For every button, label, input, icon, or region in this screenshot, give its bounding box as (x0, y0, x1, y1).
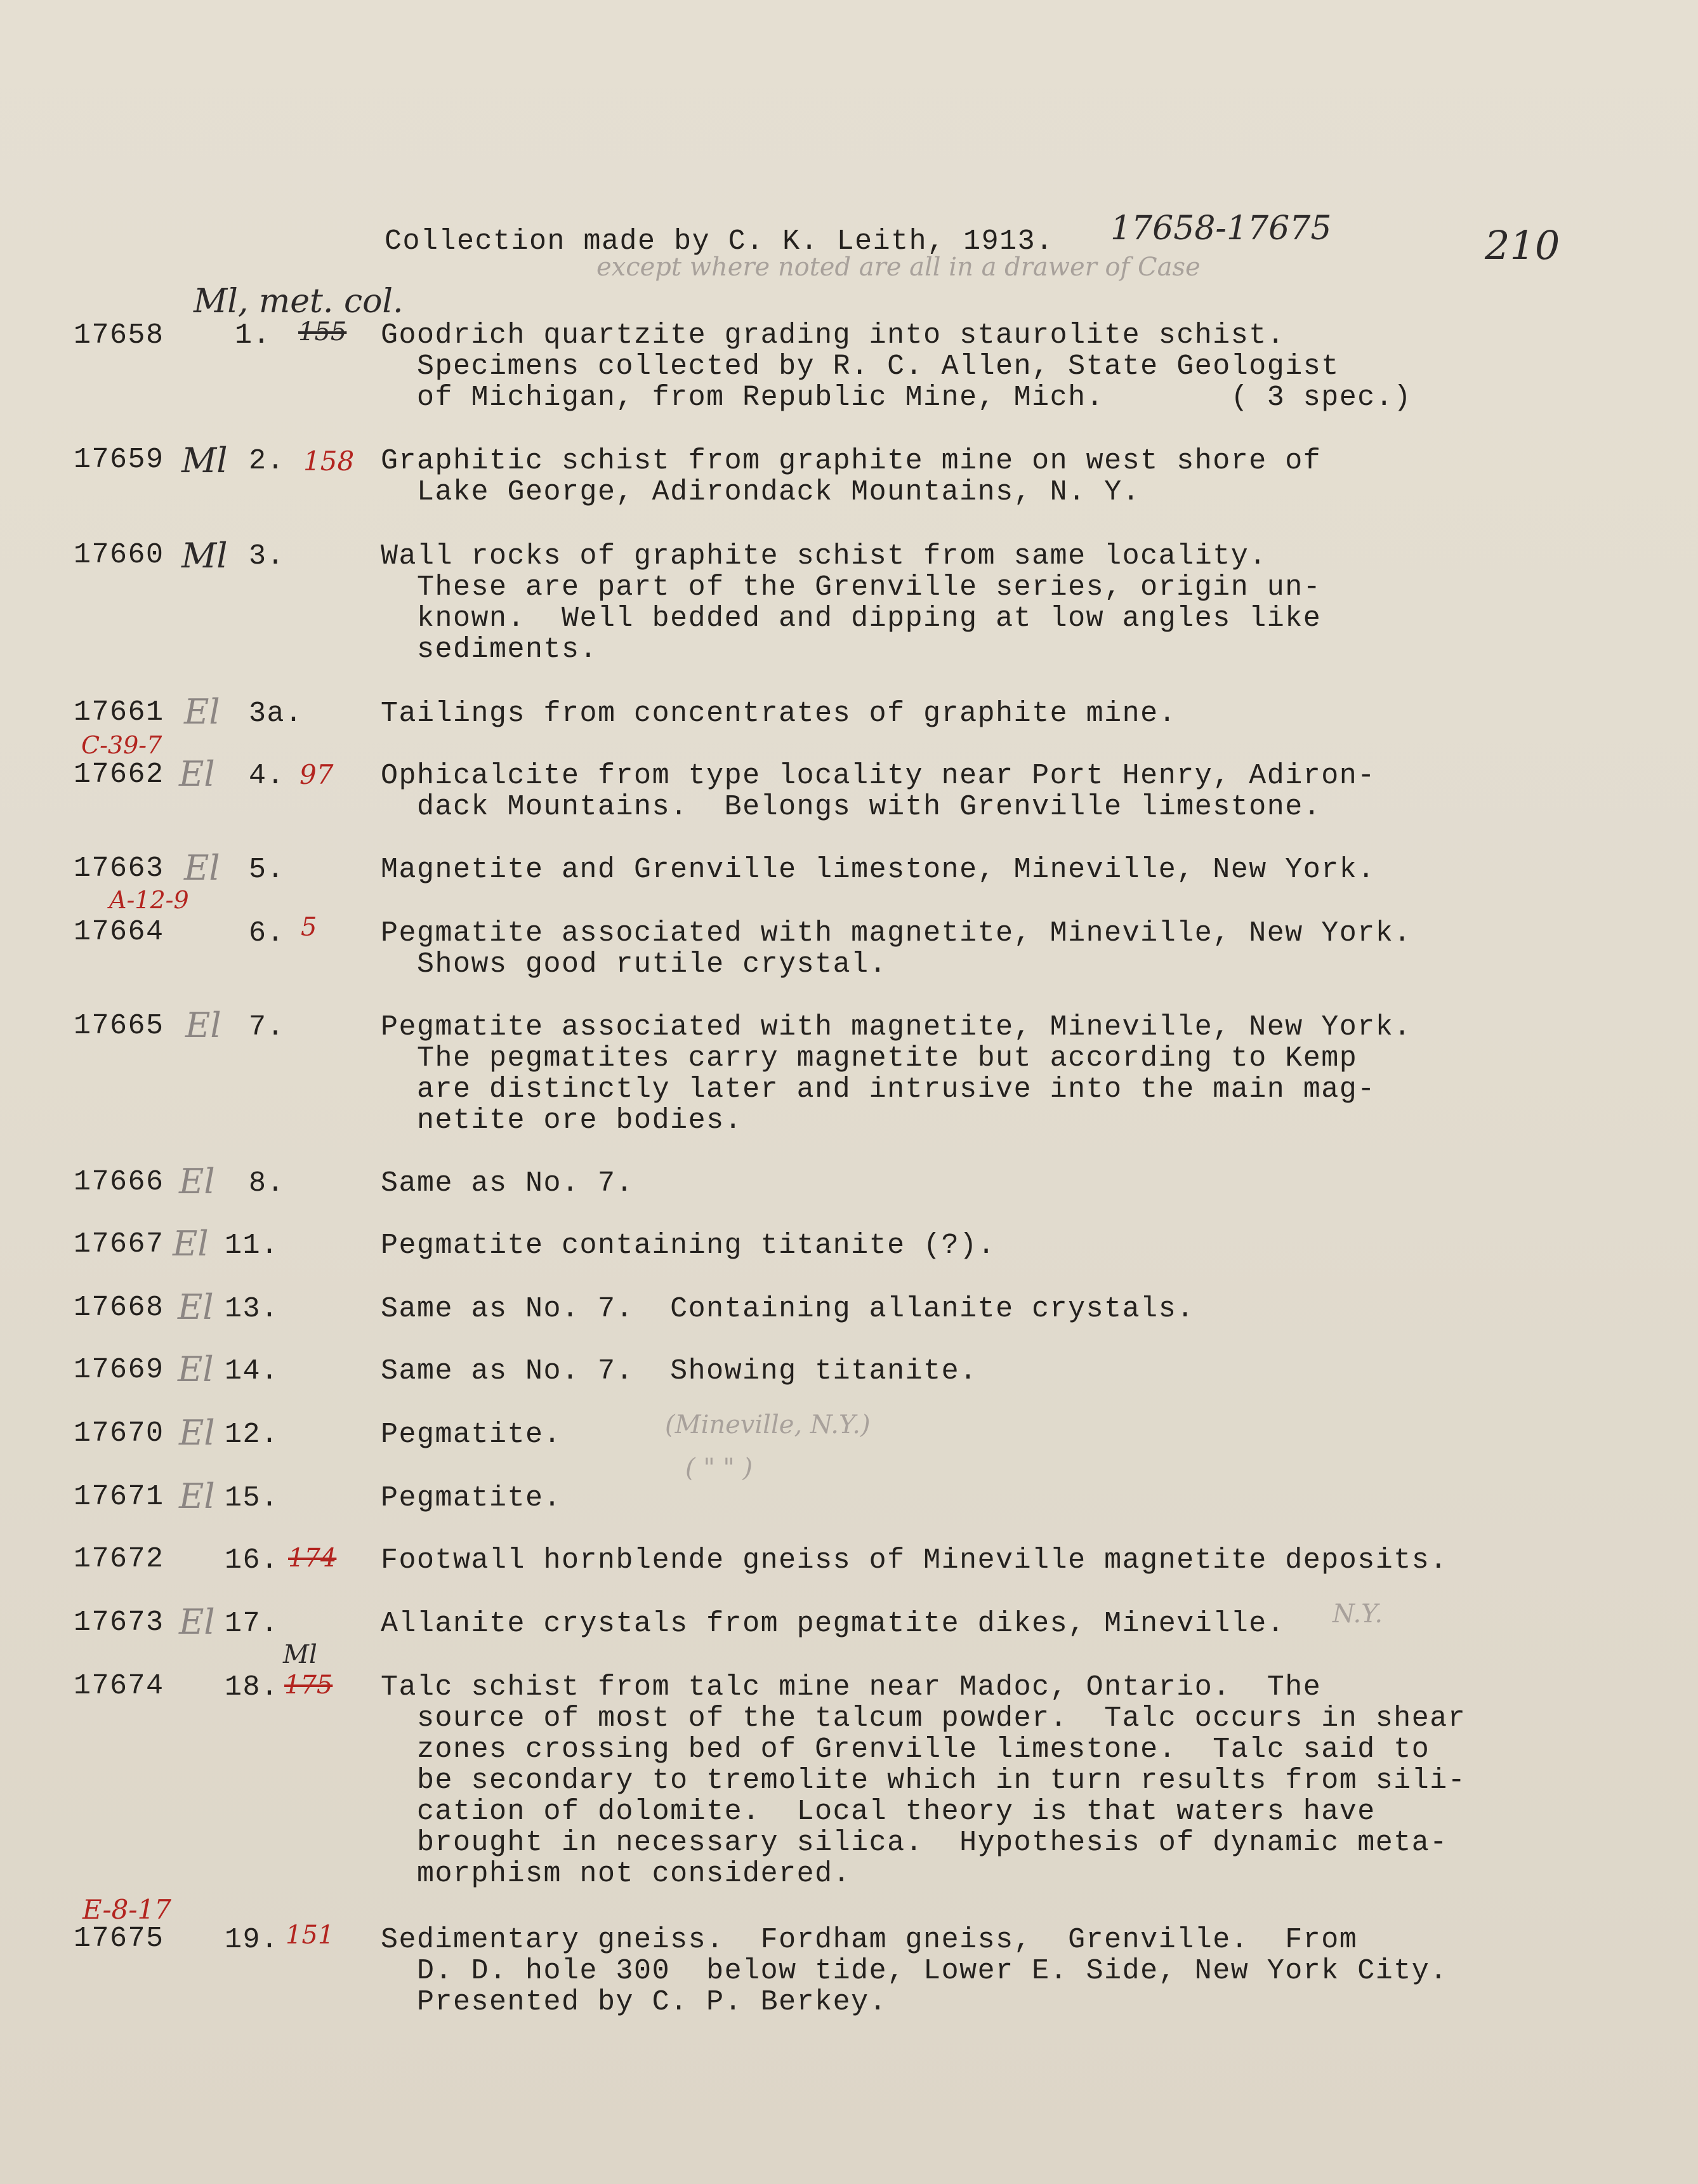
accession-number: 17658 (74, 319, 164, 352)
accession-number: 17673 (74, 1606, 164, 1639)
entry-line: Sedimentary gneiss. Fordham gneiss, Grenville. From (381, 1924, 1358, 1956)
location-mark: El (179, 1413, 215, 1453)
accession-number: 17663 (74, 852, 164, 885)
specimen-number: 14. (225, 1355, 279, 1387)
entry-line: dack Mountains. Belongs with Grenville limestone. (381, 791, 1322, 823)
catalog-ref: 5 (301, 913, 317, 942)
page-number: 210 (1485, 222, 1560, 268)
collection-title: Collection made by C. K. Leith, 1913. (385, 225, 1054, 258)
entry-line: are distinctly later and intrusive into the main mag- (381, 1073, 1376, 1106)
accession-number: 17662 (74, 758, 164, 791)
accession-number: 17672 (74, 1543, 164, 1575)
specimen-number: 12. (225, 1419, 279, 1451)
accession-number: 17666 (74, 1166, 164, 1198)
location-mark: Ml (181, 440, 228, 480)
specimen-number: 11. (225, 1229, 279, 1262)
location-mark: Ml (283, 1640, 317, 1669)
location-mark: El (179, 1602, 215, 1642)
entry-line: Same as No. 7. (381, 1167, 635, 1200)
entry-line: The pegmatites carry magnetite but according to Kemp (381, 1042, 1358, 1075)
location-mark: El (184, 848, 220, 888)
accession-number: 17670 (74, 1417, 164, 1450)
location-mark: Ml, met. col. (194, 282, 404, 321)
catalog-ref: 97 (299, 759, 334, 790)
entry-line: Talc schist from talc mine near Madoc, Ontario. The (381, 1671, 1322, 1704)
entry-line: Presented by C. P. Berkey. (381, 1986, 888, 2018)
accession-number: 17669 (74, 1354, 164, 1386)
specimen-number: 13. (225, 1293, 279, 1325)
accession-number: 17668 (74, 1292, 164, 1324)
location-code: E-8-17 (82, 1894, 171, 1925)
entry-line: Same as No. 7. Containing allanite crystals. (381, 1293, 1195, 1325)
location-code: A-12-9 (109, 886, 189, 914)
entry-line: Specimens collected by R. C. Allen, State Geologist (381, 350, 1339, 383)
entry-line: Goodrich quartzite grading into staurolite schist. (381, 319, 1286, 352)
entry-line: be secondary to tremolite which in turn results from sili- (381, 1764, 1466, 1797)
entry-line: of Michigan, from Republic Mine, Mich. ( 3 spec.) (381, 381, 1412, 414)
entry-line: cation of dolomite. Local theory is that waters have (381, 1796, 1376, 1828)
specimen-number: 18. (225, 1671, 279, 1704)
specimen-number: 19. (225, 1924, 279, 1956)
specimen-number: 7. (249, 1011, 286, 1043)
entry-line: Pegmatite associated with magnetite, Mineville, New York. (381, 1011, 1412, 1043)
specimen-number: 5. (249, 854, 286, 886)
specimen-number: 8. (249, 1167, 286, 1200)
entry-line: sediments. (381, 633, 598, 666)
location-mark: El (179, 1476, 215, 1516)
specimen-number: 3a. (249, 698, 303, 730)
entry-line: Pegmatite associated with magnetite, Mineville, New York. (381, 917, 1412, 950)
struck-number: 174 (288, 1544, 337, 1573)
accession-number: 17674 (74, 1670, 164, 1702)
accession-number: 17661 (74, 696, 164, 729)
specimen-number: 15. (225, 1482, 279, 1514)
locality-note: N.Y. (1333, 1599, 1383, 1629)
accession-number: 17671 (74, 1481, 164, 1513)
entry-line: Graphitic schist from graphite mine on west shore of (381, 445, 1322, 477)
locality-note: (Mineville, N.Y.) (665, 1410, 871, 1439)
entry-line: Wall rocks of graphite schist from same locality. (381, 540, 1267, 572)
entry-line: Pegmatite. (381, 1482, 562, 1514)
location-mark: El (184, 692, 220, 732)
header-subnote: except where noted are all in a drawer of Case (596, 253, 1201, 282)
entry-line: These are part of the Grenville series, origin un- (381, 571, 1322, 604)
location-mark: El (173, 1224, 209, 1264)
entry-line: Footwall hornblende gneiss of Mineville magnetite deposits. (381, 1544, 1448, 1577)
entry-line: morphism not considered. (381, 1858, 852, 1890)
entry-line: Allanite crystals from pegmatite dikes, Mineville. (381, 1608, 1286, 1640)
range-note: 17658-17675 (1110, 209, 1332, 248)
entry-line: Pegmatite. (381, 1419, 562, 1451)
entry-line: Shows good rutile crystal. (381, 948, 888, 981)
entry-line: Same as No. 7. Showing titanite. (381, 1355, 978, 1387)
struck-number: 155 (298, 317, 347, 347)
accession-number: 17665 (74, 1010, 164, 1042)
location-mark: El (179, 1161, 215, 1201)
accession-number: 17675 (74, 1923, 164, 1955)
catalog-ref: 158 (303, 446, 355, 477)
catalog-ref: 151 (286, 1921, 334, 1950)
entry-line: Pegmatite containing titanite (?). (381, 1229, 996, 1262)
location-mark: El (178, 1349, 214, 1389)
entry-line: Lake George, Adirondack Mountains, N. Y. (381, 476, 1141, 508)
accession-number: 17664 (74, 916, 164, 948)
entry-line: Magnetite and Grenville limestone, Mineville, New York. (381, 854, 1376, 886)
entry-line: Ophicalcite from type locality near Port Henry, Adiron- (381, 760, 1376, 792)
entry-line: Tailings from concentrates of graphite mine. (381, 698, 1177, 730)
specimen-number: 4. (249, 760, 286, 792)
entry-line: known. Well bedded and dipping at low angles like (381, 602, 1322, 635)
struck-number: 175 (284, 1671, 333, 1700)
location-mark: Ml (181, 536, 228, 576)
accession-number: 17659 (74, 444, 164, 476)
location-mark: El (179, 754, 215, 794)
location-code: C-39-7 (81, 731, 162, 759)
specimen-number: 17. (225, 1608, 279, 1640)
locality-note: ( " " ) (685, 1453, 753, 1483)
accession-number: 17667 (74, 1228, 164, 1261)
specimen-number: 3. (249, 540, 286, 572)
location-mark: El (185, 1005, 221, 1045)
location-mark: El (178, 1287, 214, 1327)
entry-line: source of most of the talcum powder. Talc occurs in shear (381, 1702, 1466, 1735)
accession-number: 17660 (74, 539, 164, 571)
specimen-number: 1. (235, 319, 272, 352)
specimen-number: 6. (249, 917, 286, 950)
entry-line: D. D. hole 300 below tide, Lower E. Side, New York City. (381, 1955, 1448, 1987)
entry-line: netite ore bodies. (381, 1104, 743, 1137)
specimen-number: 2. (249, 445, 286, 477)
entry-line: brought in necessary silica. Hypothesis of dynamic meta- (381, 1827, 1448, 1859)
entry-line: zones crossing bed of Grenville limestone. Talc said to (381, 1733, 1430, 1766)
specimen-number: 16. (225, 1544, 279, 1577)
